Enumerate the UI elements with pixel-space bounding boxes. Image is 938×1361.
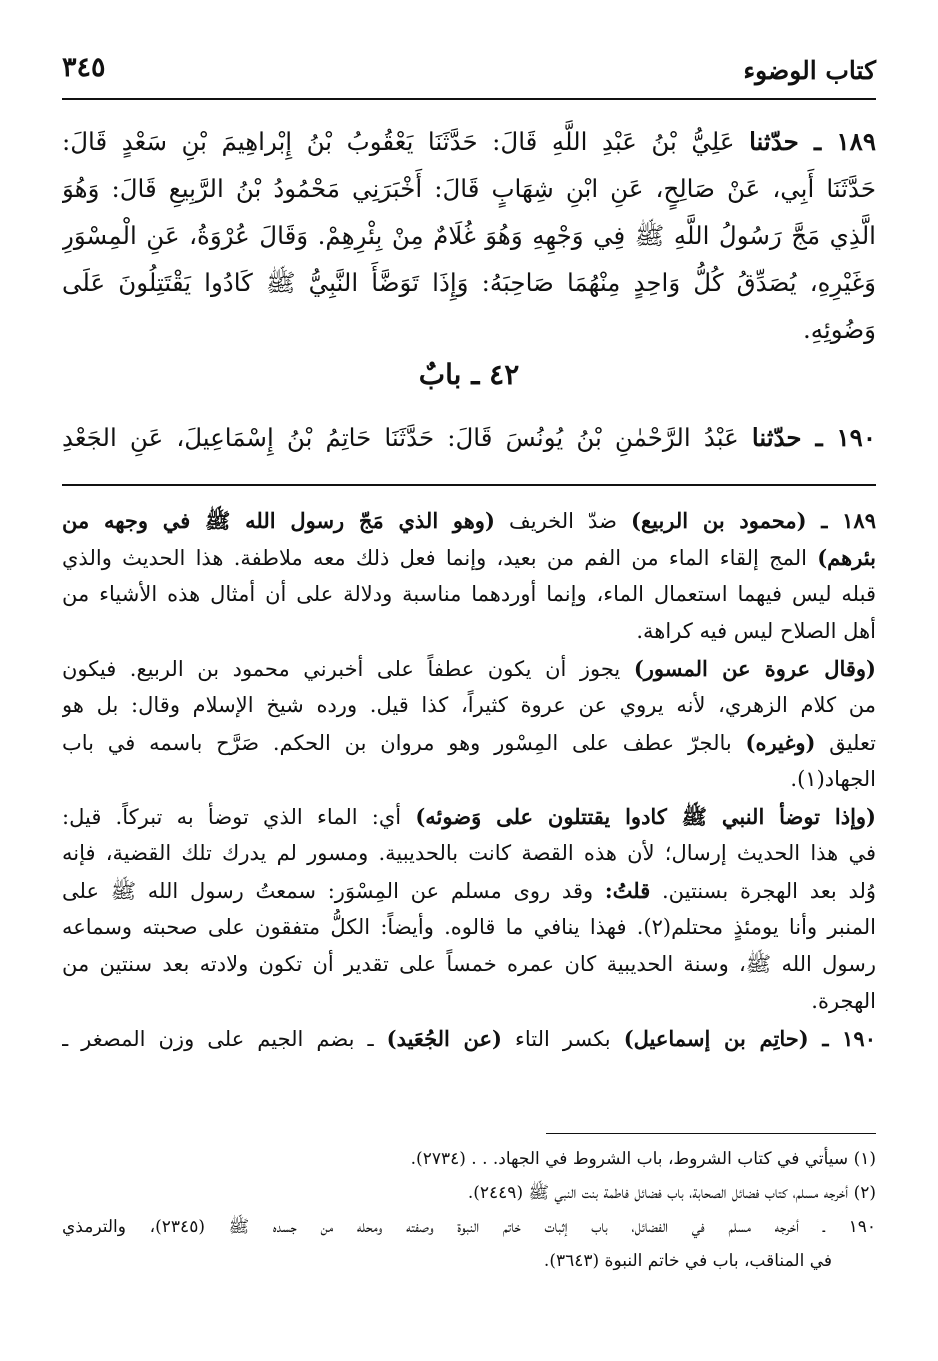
commentary-quote: (وغيره) [745,730,816,755]
commentary-text: أي: الماء الذي توضأ به تبركاً. قيل: [62,805,416,829]
hadith-text: عَبْدُ الرَّحْمٰنِ بْنُ يُونُسَ قَالَ: حَدَّثَنَا حَاتِمُ بْنُ إِسْمَاعِيلَ، عَنِ الجَعْدِ [62,423,752,452]
footnote: (١) سيأتي في كتاب الشروط، باب الشروط في الجهاد. . . (٢٧٣٤). [410,1149,876,1169]
section-divider [62,484,876,486]
commentary-text: رسول الله ﷺ، وسنة الحديبية كان عمره خمساً على تقدير أن تكون ولادته بعد سنتين من [62,952,876,976]
commentary-text: ـ بضم الجيم على وزن المصغر ـ [62,1027,387,1051]
footnote: (٢) أخرجه مسلم، كتاب فضائل الصحابة، باب فضائل فاطمة بنت النبي ﷺ (٢٤٤٩). [467,1183,876,1203]
hadith-189 [62,118,876,353]
commentary-quote: ١٩٠ ـ (حاتِم بن إسماعيل) [623,1026,876,1051]
commentary-text: ضدّ الخريف [494,509,632,533]
commentary-text: في هذا الحديث إرسال؛ لأن هذه القصة كانت بالحديبية. ومسور لم يدرك تلك القضية، فإنه [62,841,876,865]
hadith-line: وَغَيْرِهِ، يُصَدِّقُ كُلُّ وَاحِدٍ مِنْهُمَا صَاحِبَهُ: وَإِذَا تَوَضَّأَ النَّبِيُّ ﷺ كَادُوا يَقْتَتِلُونَ عَلَى [62,268,876,297]
footnote: في المناقب، باب في خاتم النبوة (٣٦٤٣). [543,1251,832,1271]
commentary-line [62,576,876,613]
commentary-text: بالجرّ عطف على المِسْور وهو مروان بن الحكم. صَرَّح باسمه في باب [62,731,746,755]
footnote-rule [546,1133,876,1134]
commentary-quote: (وهو الذي مَجّ رسول الله ﷺ في وجهه من [62,508,495,533]
hadith-number: ١٨٩ ـ [814,127,876,156]
commentary-text: وُلد بعد الهجرة بسنتين. [650,879,876,903]
hadith-number: ١٩٠ ـ [815,423,876,452]
commentary-quote: ١٨٩ ـ (محمود بن الربيع) [631,508,876,533]
commentary-text: الهجرة. [811,989,876,1013]
chapter-heading: ٤٢ ـ بابٌ [418,358,520,391]
hadith-190 [62,414,876,461]
footnote: ١٩٠ ـ أخرجه مسلم في الفضائل، باب إثبات خاتم النبوة وصفته ومحله من جسده ﷺ (٢٣٤٥)، والترمذي [62,1217,876,1237]
commentary-text: المج إلقاء الماء من الفم من بعيد، وإنما فعل ذلك معه ملاطفة. هذا الحديث والذي [62,546,818,570]
footnotes [62,1142,876,1278]
hadith-lead: حدّثنا [749,127,815,156]
hadith-line: حَدَّثَنَا أَبِي، عَنْ صَالِحٍ، عَنِ ابْنِ شِهَابٍ قَالَ: أَخْبَرَنِي مَحْمُودُ بْنُ الرَّبِيعِ قَالَ: وَهُوَ [62,174,876,203]
commentary-line [62,502,876,539]
commentary [62,502,876,1057]
book-title: كتاب الوضوء [743,56,876,85]
commentary-line [62,761,876,798]
commentary-line [62,798,876,835]
commentary-text: قبله ليس فيهما استعمال الماء، وإنما أوردهما مناسبة ودلالة على أن أمثال هذه الأشياء من [62,582,876,606]
commentary-quote: قلتُ: [604,878,651,903]
commentary-text: بكسر التاء [501,1027,624,1051]
commentary-line [62,909,876,946]
commentary-text: الجهاد(١). [790,767,876,791]
commentary-line [62,983,876,1020]
commentary-quote: (عن الجُعَيد) [386,1026,502,1051]
hadith-lead: حدّثنا [751,423,816,452]
commentary-text: يجوز أن يكون عطفاً على أخبرني محمود بن الربيع. فيكون [62,657,634,681]
commentary-line [62,539,876,576]
commentary-line [62,1020,876,1057]
hadith-line [62,118,876,165]
hadith-text: عَلِيُّ بْنُ عَبْدِ اللَّهِ قَالَ: حَدَّثَنَا يَعْقُوبُ بْنُ إِبْراهِيمَ بْنِ سَعْدٍ قَالَ: [62,127,750,156]
commentary-quote: بئرهم) [817,545,876,570]
hadith-line [62,414,876,461]
page-header [62,52,876,100]
commentary-line [62,835,876,872]
commentary-text: أهل الصلاح ليس فيه كراهة. [636,619,876,643]
commentary-line [62,687,876,724]
commentary-text: من كلام الزهري، لأنه يروي عن عروة كثيراً، كذا قيل. ورده شيخ الإسلام وقال: بل هو [62,693,876,717]
commentary-quote: (وقال عروة عن المسور) [633,656,876,681]
commentary-quote: (وإذا توضأ النبي ﷺ كادوا يقتتلون على وَضوئه) [415,804,876,829]
commentary-text: تعليق [815,731,876,755]
commentary-line [62,650,876,687]
hadith-line: الَّذِي مَجَّ رَسُولُ اللَّهِ ﷺ فِي وَجْهِهِ وَهُوَ غُلَامٌ مِنْ بِئْرِهِمْ. وَقَالَ عُرْوَةُ، عَنِ الْمِسْوَرِ [62,221,876,250]
commentary-line [62,613,876,650]
commentary-line [62,724,876,761]
hadith-line: وَضُوئِهِ. [802,315,876,344]
commentary-line [62,946,876,983]
page-number: ٣٤٥ [62,52,106,83]
commentary-text: المنبر وأنا يومئذٍ محتلم(٢). فهذا ينافي ما قالوه. وأيضاً: الكلُّ متفقون على صحبته وسماعه [62,915,876,939]
commentary-line [62,872,876,909]
commentary-text: وقد روى مسلم عن المِسْوَر: سمعتُ رسول الله ﷺ على [62,879,605,903]
